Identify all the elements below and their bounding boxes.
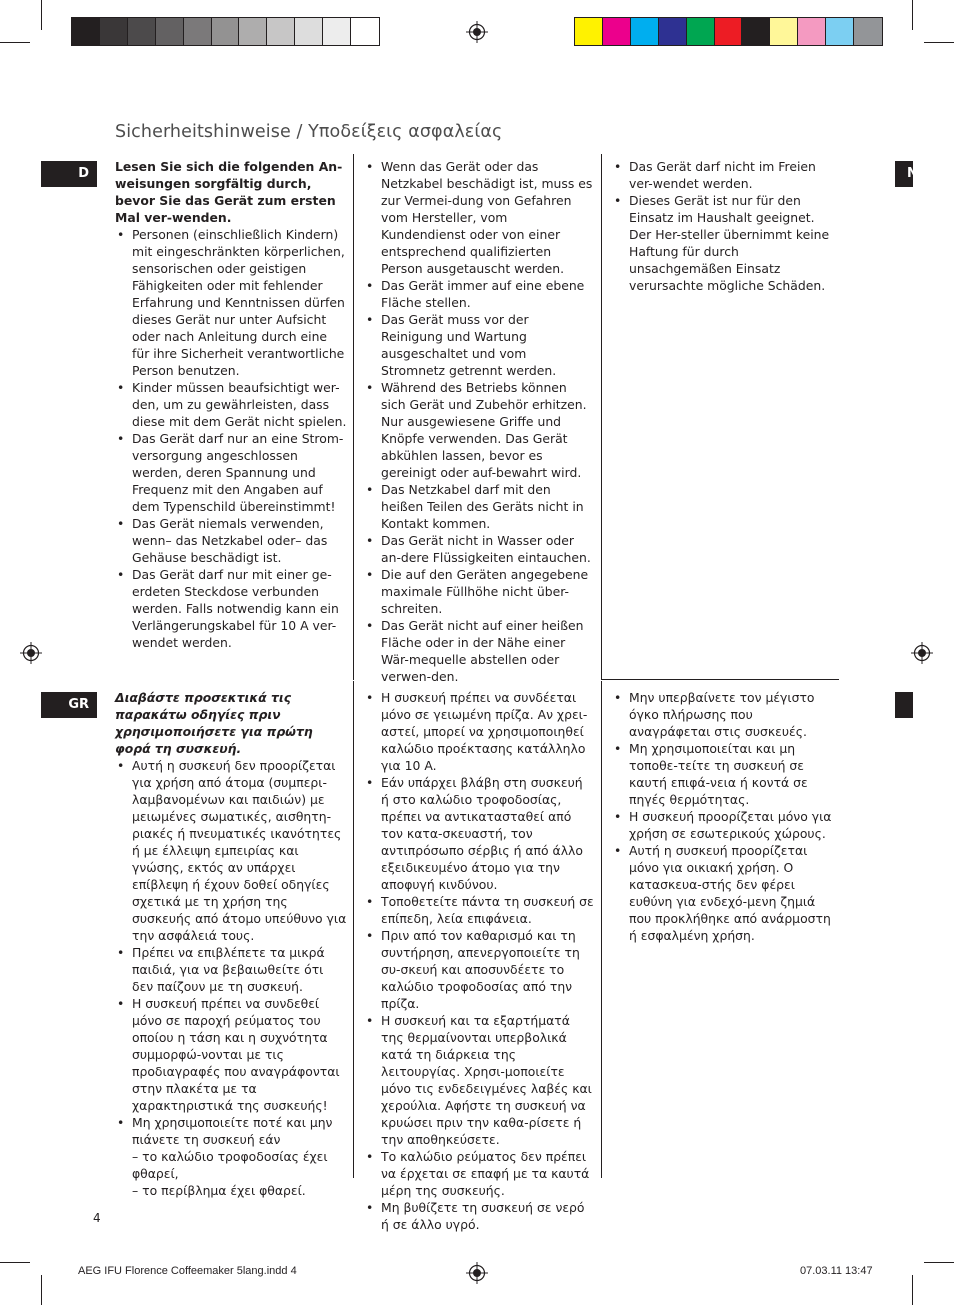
- list-item: • Das Gerät immer auf eine ebene Fläche stellen.: [364, 277, 594, 311]
- color-swatch: [770, 18, 798, 45]
- color-swatch: [184, 18, 212, 45]
- color-swatch: [212, 18, 240, 45]
- section-divider: [601, 679, 839, 680]
- list-item: • Dieses Gerät ist nur für den Einsatz im Haushalt geeignet. Der Her-steller übernimmt keine Haftung für durch unsachgemäßen Einsatz verursachte mögliche Schäden.: [612, 192, 834, 294]
- list-item: • Εάν υπάρχει βλάβη στη συσκευή ή στο καλώδιο τροφοδοσίας, πρέπει να αντικατασταθεί από τον κατα-σκευαστή, τον αντιπρόσωπο σέρβις ή από άλλο εξειδικευμένο άτομο για την αποφυγή κινδύνου.: [364, 774, 594, 893]
- color-swatch: [72, 18, 100, 45]
- gr-sub-item: – το καλώδιο τροφοδοσίας έχει φθαρεί,: [132, 1149, 328, 1181]
- list-item: • Das Gerät nicht auf einer heißen Fläche oder in der Nähe einer Wär-mequelle abstellen oder verwen-den.: [364, 617, 594, 685]
- crop-mark: [0, 42, 30, 43]
- language-tab-right-top: N: [895, 161, 913, 187]
- crop-mark: [912, 0, 913, 30]
- language-tab-right-bottom: [895, 692, 913, 718]
- crop-mark: [41, 0, 42, 30]
- list-item: • Wenn das Gerät oder das Netzkabel beschädigt ist, muss es zur Vermei-dung von Gefahren vom Hersteller, vom Kundendienst oder von einer entsprechend qualifizierten Person ausgetauscht werden.: [364, 158, 594, 277]
- color-swatch: [323, 18, 351, 45]
- column-divider: [353, 154, 354, 680]
- list-item: • Αυτή η συσκευή προορίζεται μόνο για οικιακή χρήση. Ο κατασκευα-στής δεν φέρει ευθύνη για ενδεχό-μενη ζημιά που προκλήθηκε από ανάρμοστη ή εσφαλμένη χρήση.: [612, 842, 836, 944]
- list-item: • Das Gerät nicht in Wasser oder an-dere Flüssigkeiten eintauchen.: [364, 532, 594, 566]
- de-list-2: [364, 158, 594, 685]
- list-item: • Das Gerät darf nicht im Freien ver-wendet werden.: [612, 158, 834, 192]
- gr-list-1: [115, 757, 347, 1148]
- list-item: • Πριν από τον καθαρισμό και τη συντήρηση, απενεργοποιείτε τη συ-σκευή και αποσυνδέετε το καλώδιο τροφοδοσίας από την πρίζα.: [364, 927, 594, 1012]
- de-list-1: [115, 226, 347, 651]
- color-swatch: [128, 18, 156, 45]
- color-swatch: [742, 18, 770, 45]
- color-swatch: [687, 18, 715, 45]
- list-item: • Das Netzkabel darf mit den heißen Teilen des Geräts nicht in Kontakt kommen.: [364, 481, 594, 532]
- footer-timestamp: 07.03.11 13:47: [800, 1265, 873, 1277]
- crop-mark: [912, 1275, 913, 1305]
- list-item: • Αυτή η συσκευή δεν προορίζεται για χρήση από άτομα (συμπερι-λαμβανομένων και παιδιών) με μειωμένες σωματικές, αισθητη-ριακές ή πνευματικές ικανότητες ή με έλλειψη εμπειρίας και γνώσης, εκτός αν υπάρχει επίβλεψη ή έχουν δοθεί οδηγίες σχετικά με τη χρήση της συσκευής από άτομο υπεύθυνο για την ασφάλειά τους.: [115, 757, 347, 944]
- gr-list-3: [612, 689, 836, 944]
- registration-mark-icon: [911, 642, 933, 664]
- de-column-2: [364, 158, 594, 685]
- color-swatch: [575, 18, 603, 45]
- list-item: • Πρέπει να επιβλέπετε τα μικρά παιδιά, για να βεβαιωθείτε ότι δεν παίζουν με τη συσκευή.: [115, 944, 347, 995]
- de-list-3: [612, 158, 834, 294]
- list-item: • Das Gerät niemals verwenden, wenn– das Netzkabel oder– das Gehäuse beschädigt ist.: [115, 515, 347, 566]
- footer-file-info: AEG IFU Florence Coffeemaker 5lang.indd 4: [78, 1265, 297, 1277]
- registration-mark-icon: [466, 21, 488, 43]
- color-swatch: [854, 18, 882, 45]
- color-swatch: [295, 18, 323, 45]
- gr-column-1: [115, 689, 347, 1199]
- gr-column-2: [364, 689, 594, 1233]
- color-swatch: [826, 18, 854, 45]
- list-item: • Η συσκευή πρέπει να συνδεθεί μόνο σε παροχή ρεύματος του οποίου η τάση και η συχνότητα συμμορφώ-νονται με τις προδιαγραφές που αναγράφονται στην πλακέτα με τα χαρακτηριστικά της συσκευής!: [115, 995, 347, 1114]
- registration-mark-icon: [466, 1262, 488, 1284]
- column-divider: [601, 154, 602, 680]
- crop-mark: [41, 1275, 42, 1305]
- list-item: • Das Gerät darf nur mit einer ge-erdeten Steckdose verbunden werden. Falls notwendig kann ein Verlängerungskabel für 10 A ver-wendet werden.: [115, 566, 347, 651]
- registration-mark-icon: [20, 642, 42, 664]
- color-bar: [574, 17, 883, 46]
- list-item: • Η συσκευή προορίζεται μόνο για χρήση σε εσωτερικούς χώρους.: [612, 808, 836, 842]
- language-tab-gr: GR: [41, 692, 97, 718]
- de-column-3: [612, 158, 834, 294]
- color-swatch: [798, 18, 826, 45]
- crop-mark: [924, 42, 954, 43]
- list-item: • Μην υπερβαίνετε τον μέγιστο όγκο πλήρωσης που αναγράφεται στις συσκευές.: [612, 689, 836, 740]
- color-swatch: [100, 18, 128, 45]
- de-intro: Lesen Sie sich die folgenden An-weisungen sorgfältig durch, bevor Sie das Gerät zum ersten Mal ver-wenden.: [115, 159, 343, 225]
- list-item: • Personen (einschließlich Kindern) mit eingeschränkten körperlichen, sensorischen oder geistigen Fähigkeiten oder mit fehlender Erfahrung und Kenntnissen dürfen dieses Gerät nur unter Aufsicht oder nach Anleitung durch eine für ihre Sicherheit verantwortliche Person benutzen.: [115, 226, 347, 379]
- color-swatch: [603, 18, 631, 45]
- crop-mark: [924, 1262, 954, 1263]
- color-swatch: [156, 18, 184, 45]
- color-swatch: [715, 18, 743, 45]
- color-swatch: [351, 18, 379, 45]
- column-divider: [353, 681, 354, 1178]
- language-tab-de: D: [41, 161, 97, 187]
- page-title: Sicherheitshinweise / Υποδείξεις ασφαλείας: [115, 122, 503, 142]
- gr-sub-item: – το περίβλημα έχει φθαρεί.: [132, 1183, 306, 1198]
- crop-mark: [0, 1262, 30, 1263]
- list-item: • Das Gerät darf nur an eine Strom-versorgung angeschlossen werden, deren Spannung und Frequenz mit den Angaben auf dem Typenschild übereinstimmt!: [115, 430, 347, 515]
- list-item: • Das Gerät muss vor der Reinigung und Wartung ausgeschaltet und vom Stromnetz getrennt werden.: [364, 311, 594, 379]
- column-divider: [601, 681, 602, 1178]
- page-number: 4: [93, 1211, 101, 1225]
- list-item: • Η συσκευή και τα εξαρτήματά της θερμαίνονται υπερβολικά κατά τη διάρκεια της λειτουργίας. Χρησι-μοποιείτε μόνο τις ενδεδειγμένες λαβές και χερούλια. Αφήστε τη συσκευή να κρυώσει πριν την καθα-ρίσετε ή την αποθηκεύσετε.: [364, 1012, 594, 1148]
- list-item: • Kinder müssen beaufsichtigt wer-den, um zu gewährleisten, dass diese mit dem Gerät nicht spielen.: [115, 379, 347, 430]
- gr-column-3: [612, 689, 836, 944]
- color-swatch: [659, 18, 687, 45]
- grayscale-bar: [71, 17, 380, 46]
- list-item: • Μη χρησιμοποιείτε ποτέ και μην πιάνετε τη συσκευή εάν: [115, 1114, 347, 1148]
- color-swatch: [267, 18, 295, 45]
- gr-list-2: [364, 689, 594, 1233]
- gr-intro: Διαβάστε προσεκτικά τις παρακάτω οδηγίες πριν χρησιμοποιήσετε για πρώτη φορά τη συσκευή.: [115, 690, 313, 756]
- list-item: • Τοποθετείτε πάντα τη συσκευή σε επίπεδη, λεία επιφάνεια.: [364, 893, 594, 927]
- de-column-1: [115, 158, 347, 651]
- list-item: • Το καλώδιο ρεύματος δεν πρέπει να έρχεται σε επαφή με τα καυτά μέρη της συσκευής.: [364, 1148, 594, 1199]
- list-item: • Μη χρησιμοποιείται και μη τοποθε-τείτε τη συσκευή σε καυτή επιφά-νεια ή κοντά σε πηγές θερμότητας.: [612, 740, 836, 808]
- list-item: • Η συσκευή πρέπει να συνδέεται μόνο σε γειωμένη πρίζα. Αν χρει-αστεί, μπορεί να χρησιμοποιηθεί καλώδιο προέκτασης κατάλληλο για 10 A.: [364, 689, 594, 774]
- color-swatch: [631, 18, 659, 45]
- list-item: • Während des Betriebs können sich Gerät und Zubehör erhitzen. Nur ausgewiesene Griffe und Knöpfe verwenden. Das Gerät abkühlen lassen, bevor es gereinigt oder auf-bewahrt wird.: [364, 379, 594, 481]
- color-swatch: [239, 18, 267, 45]
- list-item: • Die auf den Geräten angegebene maximale Füllhöhe nicht über-schreiten.: [364, 566, 594, 617]
- list-item: • Μη βυθίζετε τη συσκευή σε νερό ή σε άλλο υγρό.: [364, 1199, 594, 1233]
